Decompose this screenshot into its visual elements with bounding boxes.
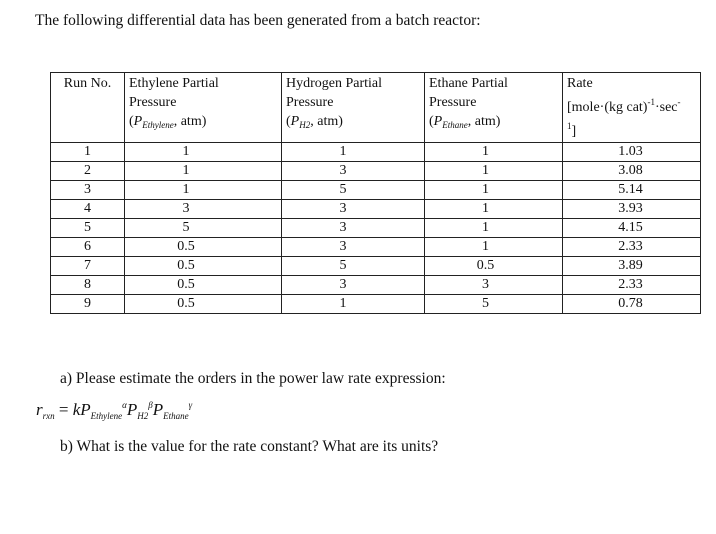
cell-run: 9: [51, 295, 125, 314]
table-row: [51, 200, 701, 219]
cell-hydrogen: 3: [282, 219, 425, 238]
cell-run: 4: [51, 200, 125, 219]
table-row: [51, 143, 701, 162]
cell-run: 8: [51, 276, 125, 295]
cell-ethylene: 1: [125, 181, 282, 200]
cell-ethane: 1: [425, 181, 563, 200]
cell-run: 6: [51, 238, 125, 257]
cell-ethylene: 1: [125, 162, 282, 181]
cell-ethane: 1: [425, 219, 563, 238]
cell-rate: 5.14: [563, 181, 701, 200]
table-row: [51, 257, 701, 276]
cell-ethane: 1: [425, 143, 563, 162]
cell-rate: 3.89: [563, 257, 701, 276]
cell-rate: 2.33: [563, 276, 701, 295]
question-a: a) Please estimate the orders in the power law rate expression:: [60, 370, 446, 387]
cell-ethane: 1: [425, 238, 563, 257]
cell-hydrogen: 3: [282, 162, 425, 181]
cell-run: 2: [51, 162, 125, 181]
cell-ethylene: 3: [125, 200, 282, 219]
header-ethylene: Ethylene Partial Pressure ($P_{Ethylene}$, atm): [125, 73, 282, 143]
data-table: [50, 72, 701, 314]
cell-rate: 0.78: [563, 295, 701, 314]
cell-rate: 3.08: [563, 162, 701, 181]
table-row: [51, 238, 701, 257]
intro-text: The following differential data has been generated from a batch reactor:: [35, 12, 481, 29]
cell-run: 7: [51, 257, 125, 276]
cell-hydrogen: 3: [282, 276, 425, 295]
cell-run: 1: [51, 143, 125, 162]
cell-rate: 3.93: [563, 200, 701, 219]
cell-ethylene: 0.5: [125, 238, 282, 257]
cell-hydrogen: 5: [282, 181, 425, 200]
header-ethane: Ethane Partial Pressure ($P_{Ethane}$, atm): [425, 73, 563, 143]
cell-ethane: 1: [425, 162, 563, 181]
cell-hydrogen: 3: [282, 238, 425, 257]
cell-ethane: 3: [425, 276, 563, 295]
table-row: [51, 181, 701, 200]
cell-ethylene: 0.5: [125, 295, 282, 314]
header-row: [51, 73, 701, 143]
table-row: [51, 295, 701, 314]
cell-ethylene: 1: [125, 143, 282, 162]
cell-run: 3: [51, 181, 125, 200]
table-row: [51, 162, 701, 181]
cell-hydrogen: 5: [282, 257, 425, 276]
header-rate: Rate [mole·(kg cat)$^{-1}$·sec- $^1$]: [563, 73, 701, 143]
table-row: [51, 219, 701, 238]
header-hydrogen: Hydrogen Partial Pressure ($P_{H2}$, atm): [282, 73, 425, 143]
cell-rate: 4.15: [563, 219, 701, 238]
table-row: [51, 276, 701, 295]
cell-ethylene: 0.5: [125, 257, 282, 276]
cell-ethylene: 0.5: [125, 276, 282, 295]
cell-run: 5: [51, 219, 125, 238]
cell-ethane: 1: [425, 200, 563, 219]
cell-rate: 2.33: [563, 238, 701, 257]
cell-rate: 1.03: [563, 143, 701, 162]
question-b: b) What is the value for the rate constant? What are its units?: [60, 438, 439, 455]
cell-ethylene: 5: [125, 219, 282, 238]
cell-ethane: 0.5: [425, 257, 563, 276]
cell-hydrogen: 3: [282, 200, 425, 219]
rate-equation: $r_{rxn} = kP_{Ethylene}^\alpha P_{H2}^\beta P_{Ethane}^\gamma$: [36, 400, 193, 421]
cell-ethane: 5: [425, 295, 563, 314]
cell-hydrogen: 1: [282, 143, 425, 162]
header-run: Run No.: [51, 73, 125, 143]
cell-hydrogen: 1: [282, 295, 425, 314]
